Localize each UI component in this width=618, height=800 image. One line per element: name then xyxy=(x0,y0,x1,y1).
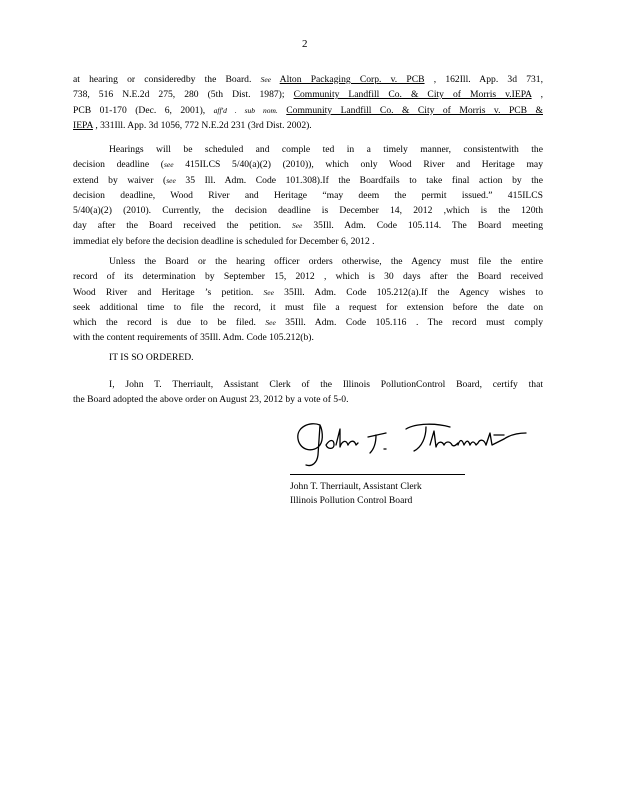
line: IT IS SO ORDERED. xyxy=(109,352,194,363)
handwritten-signature xyxy=(290,415,530,470)
signer-name: John T. Therriault, Assistant Clerk xyxy=(290,481,422,492)
signer-block xyxy=(290,480,422,508)
line: day after the Board received the petition. See 35Ill. Adm. Code 105.114. The Board meeting xyxy=(73,220,543,232)
signer-organization: Illinois Pollution Control Board xyxy=(290,495,413,506)
case-citation: Community Landfill Co. & City of Morris v.IEPA xyxy=(293,89,532,101)
line: extend by waiver (see 35 Ill. Adm. Code 101.308).If the Boardfails to take final action by the xyxy=(73,174,543,186)
line: Hearings will be scheduled and comple ted in a timely manner, consistentwith the xyxy=(109,144,543,155)
paragraph-record xyxy=(73,254,543,346)
line: record of its determination by September 15, 2012 , which is 30 days after the Board received xyxy=(73,271,543,283)
line: Unless the Board or the hearing officer orders otherwise, the Agency must file the entire xyxy=(109,256,543,267)
line: with the content requirements of 35Ill. Adm. Code 105.212(b). xyxy=(73,332,314,344)
line: IEPA , 331Ill. App. 3d 1056, 772 N.E.2d 231 (3rd Dist. 2002). xyxy=(73,119,312,131)
page-number: 2 xyxy=(302,38,308,50)
line: which the record is due to be filed. See 35Ill. Adm. Code 105.116 . The record must comply xyxy=(73,317,543,329)
line: decision deadline (see 415ILCS 5/40(a)(2) (2010)), which only Wood River and Heritage may xyxy=(73,159,543,171)
line: immediat ely before the decision deadline is scheduled for December 6, 2012 . xyxy=(73,235,375,247)
case-citation: Community Landfill Co. & City of Morris v. PCB & xyxy=(286,104,543,116)
line: I, John T. Therriault, Assistant Clerk of the Illinois PollutionControl Board, certify that xyxy=(109,379,543,390)
signature-line xyxy=(290,474,465,475)
line: the Board adopted the above order on August 23, 2012 by a vote of 5-0. xyxy=(73,394,349,406)
line: seek additional time to file the record, it must file a request for extension before the date on xyxy=(73,301,543,313)
paragraph-certification xyxy=(73,377,543,408)
line: PCB 01-170 (Dec. 6, 2001), aff'd . sub nom. Community Landfill Co. & City of Morris v. PCB & xyxy=(73,104,543,116)
line: 5/40(a)(2) (2010). Currently, the decision deadline is December 14, 2012 ,which is the 120th xyxy=(73,205,543,217)
line: decision deadline, Wood River and Heritage “may deem the permit issued.” 415ILCS xyxy=(73,189,543,201)
paragraph-ordered xyxy=(73,350,543,365)
case-citation: IEPA xyxy=(73,119,93,131)
case-citation: Alton Packaging Corp. v. PCB xyxy=(279,74,425,85)
paragraph-hearings xyxy=(73,142,543,249)
paragraph-citations xyxy=(73,72,543,133)
line: 738, 516 N.E.2d 275, 280 (5th Dist. 1987); Community Landfill Co. & City of Morris v.IEPA , xyxy=(73,89,544,101)
line: at hearing or consideredby the Board. See Alton Packaging Corp. v. PCB , 162Ill. App. 3d 731, xyxy=(73,74,544,85)
line: Wood River and Heritage ’s petition. See 35Ill. Adm. Code 105.212(a).If the Agency wishes to xyxy=(73,286,543,298)
